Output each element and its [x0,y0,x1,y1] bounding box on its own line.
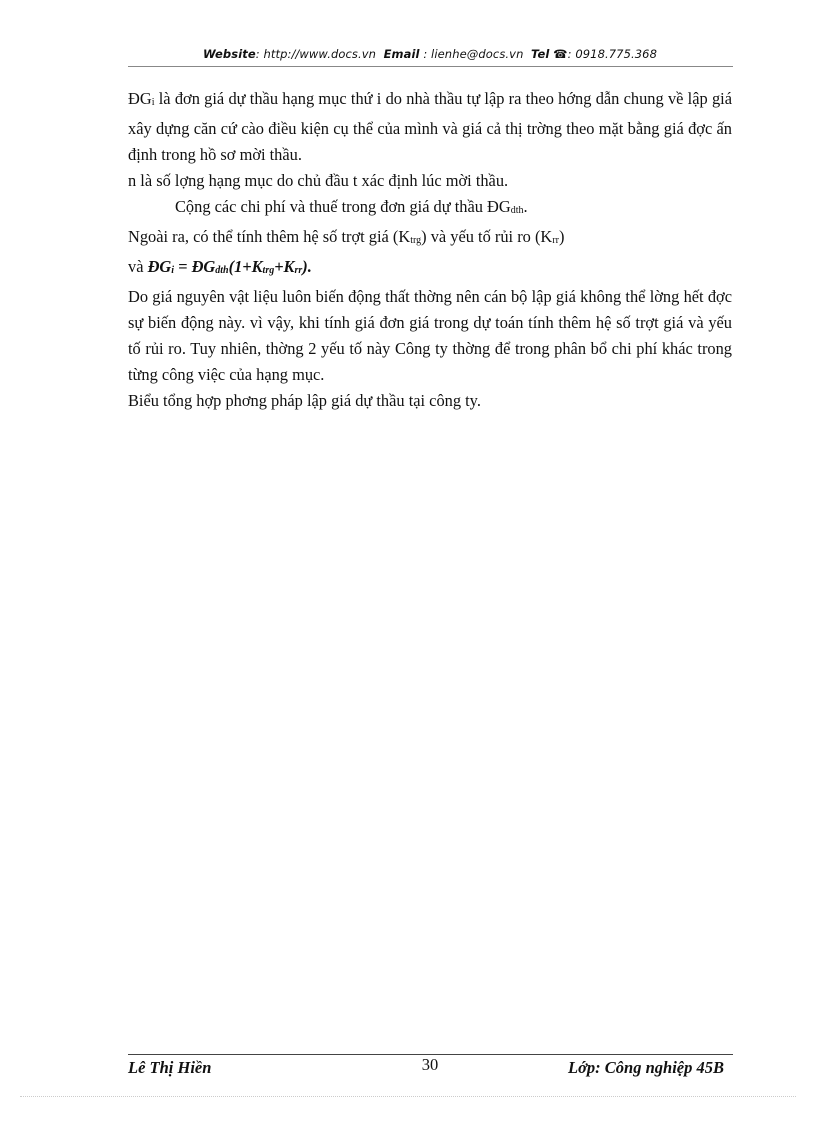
email-value: : lienhe@docs.vn [423,47,524,61]
website-value: : http://www.docs.vn [255,47,377,61]
page-footer [128,1055,732,1080]
page-header [128,47,732,61]
page-bottom-border [20,1096,796,1097]
tel-value: : 0918.775.368 [567,47,658,61]
paragraph-coefficients: Ngoài ra, có thể tính thêm hệ số trợt giá (Ktrg) và yếu tố rủi ro (Krr) [128,227,565,246]
page-number: 30 [421,1055,439,1074]
class-label: Lớp: Công nghiệp 45B [567,1058,724,1077]
paragraph-formula: và ĐGi = ĐGdth(1+Ktrg+Krr). [128,257,312,276]
formula: ĐGi = ĐGdth(1+Ktrg+Krr). [147,257,312,276]
paragraph-price-volatility: Do giá nguyên vật liệu luôn biến động thất thờng nên cán bộ lập giá không thể lờng hết đợc sự biến động này. vì vậy, khi tính giá đơn giá trong dự toán tính thêm hệ số trợt giá và yếu tố rủi ro. Tuy nhiên, thờng 2 yếu tố này Công ty thờng để trong phân bổ chi phí khác trong từng công việc của hạng mục. [128,287,732,384]
header-divider [128,66,733,67]
author-name: Lê Thị Hiền [128,1058,212,1077]
website-label: Website [202,47,256,61]
paragraph-n-definition: n là số lợng hạng mục do chủ đầu t xác định lúc mời thầu. [128,171,509,190]
phone-icon: ☎ [553,47,568,61]
email-label: Email [383,47,420,61]
paragraph-sum-costs: Cộng các chi phí và thuế trong đơn giá dự thầu ĐGdth. [175,197,528,216]
tel-label: Tel [530,47,550,61]
document-body [128,86,732,414]
paragraph-dgi-definition: ĐGi là đơn giá dự thầu hạng mục thứ i do nhà thầu tự lập ra theo hớng dẫn chung về lập giá xây dựng căn cứ cào điều kiện cụ thể của mình và giá cả thị trờng theo mặt bằng giá đợc ấn định trong hồ sơ mời thầu. [128,89,732,164]
paragraph-summary-table-caption: Biểu tổng hợp phơng pháp lập giá dự thầu tại công ty. [128,391,481,410]
